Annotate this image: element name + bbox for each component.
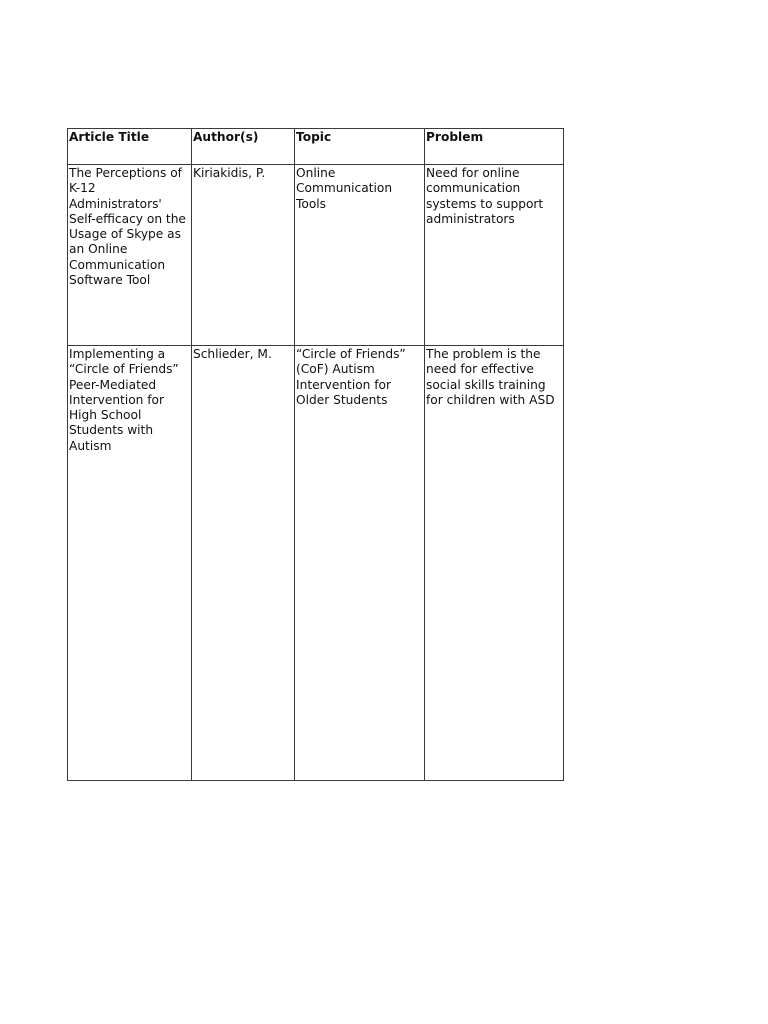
header-authors: Author(s) (192, 129, 295, 165)
cell-author: Schlieder, M. (192, 346, 295, 781)
cell-problem: The problem is the need for effective social skills training for children with ASD (425, 346, 564, 781)
cell-author: Kiriakidis, P. (192, 165, 295, 346)
cell-topic: Online Communication Tools (295, 165, 425, 346)
cell-topic: “Circle of Friends” (CoF) Autism Intervention for Older Students (295, 346, 425, 781)
header-topic: Topic (295, 129, 425, 165)
cell-article-title: The Perceptions of K-12 Administrators' Self-efficacy on the Usage of Skype as an Online Communication Software Tool (68, 165, 192, 346)
table-row (68, 165, 564, 346)
table-row (68, 346, 564, 781)
literature-review-table (67, 128, 564, 781)
table-header-row (68, 129, 564, 165)
header-article-title: Article Title (68, 129, 192, 165)
header-problem: Problem (425, 129, 564, 165)
cell-problem: Need for online communication systems to support administrators (425, 165, 564, 346)
cell-article-title: Implementing a “Circle of Friends” Peer-Mediated Intervention for High School Students with Autism (68, 346, 192, 781)
